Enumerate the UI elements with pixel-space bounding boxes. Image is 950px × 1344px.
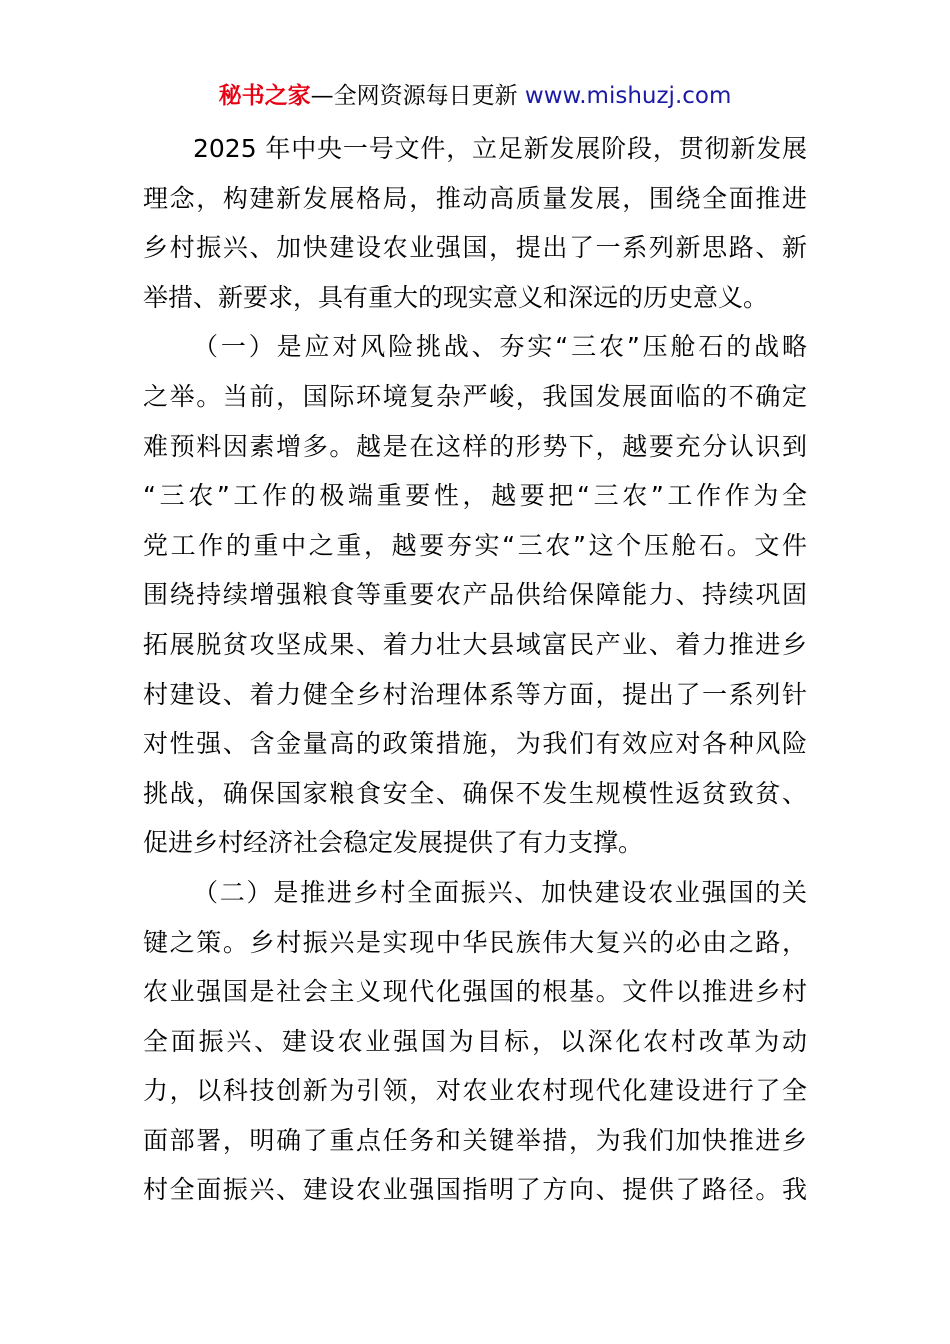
text-line: 键之策。乡村振兴是实现中华民族伟大复兴的必由之路，	[143, 927, 807, 957]
text-line: 难预料因素增多。越是在这样的形势下，越要充分认识到	[143, 431, 807, 461]
site-tagline: —全网资源每日更新	[310, 83, 525, 109]
site-brand: 秘书之家	[218, 83, 311, 109]
document-body	[143, 124, 807, 1215]
text-line: 举措、新要求，具有重大的现实意义和深远的历史意义。	[143, 282, 769, 312]
text-line: 村建设、着力健全乡村治理体系等方面，提出了一系列针	[143, 679, 807, 709]
text-line: 促进乡村经济社会稳定发展提供了有力支撑。	[143, 828, 644, 858]
text-line: 对性强、含金量高的政策措施，为我们有效应对各种风险	[143, 729, 807, 759]
text-line: 2025 年中央一号文件，立足新发展阶段，贯彻新发展	[193, 134, 807, 163]
text-line: 党工作的重中之重，越要夯实“三农”这个压舱石。文件	[143, 530, 807, 560]
site-url-link[interactable]: www.mishuzj.com	[524, 83, 732, 109]
text-line: 围绕持续增强粮食等重要农产品供给保障能力、持续巩固	[143, 580, 807, 610]
text-line: 农业强国是社会主义现代化强国的根基。文件以推进乡村	[143, 977, 807, 1007]
text-line: 面部署，明确了重点任务和关键举措，为我们加快推进乡	[143, 1125, 807, 1155]
text-line: 力，以科技创新为引领，对农业农村现代化建设进行了全	[143, 1076, 807, 1106]
watermark-header	[0, 80, 950, 112]
text-line: “三农”工作的极端重要性，越要把“三农”工作作为全	[143, 481, 807, 511]
text-line: （二）是推进乡村全面振兴、加快建设农业强国的关	[193, 877, 807, 907]
text-line: 理念，构建新发展格局，推动高质量发展，围绕全面推进	[143, 183, 807, 213]
text-line: （一）是应对风险挑战、夯实“三农”压舱石的战略	[193, 332, 807, 362]
text-line: 乡村振兴、加快建设农业强国，提出了一系列新思路、新	[143, 233, 807, 263]
text-line: 全面振兴、建设农业强国为目标，以深化农村改革为动	[143, 1026, 807, 1056]
text-line: 挑战，确保国家粮食安全、确保不发生规模性返贫致贫、	[143, 778, 807, 808]
text-line: 之举。当前，国际环境复杂严峻，我国发展面临的不确定	[143, 381, 807, 411]
text-line: 村全面振兴、建设农业强国指明了方向、提供了路径。我	[143, 1175, 807, 1205]
text-line: 拓展脱贫攻坚成果、着力壮大县域富民产业、着力推进乡	[143, 629, 807, 659]
